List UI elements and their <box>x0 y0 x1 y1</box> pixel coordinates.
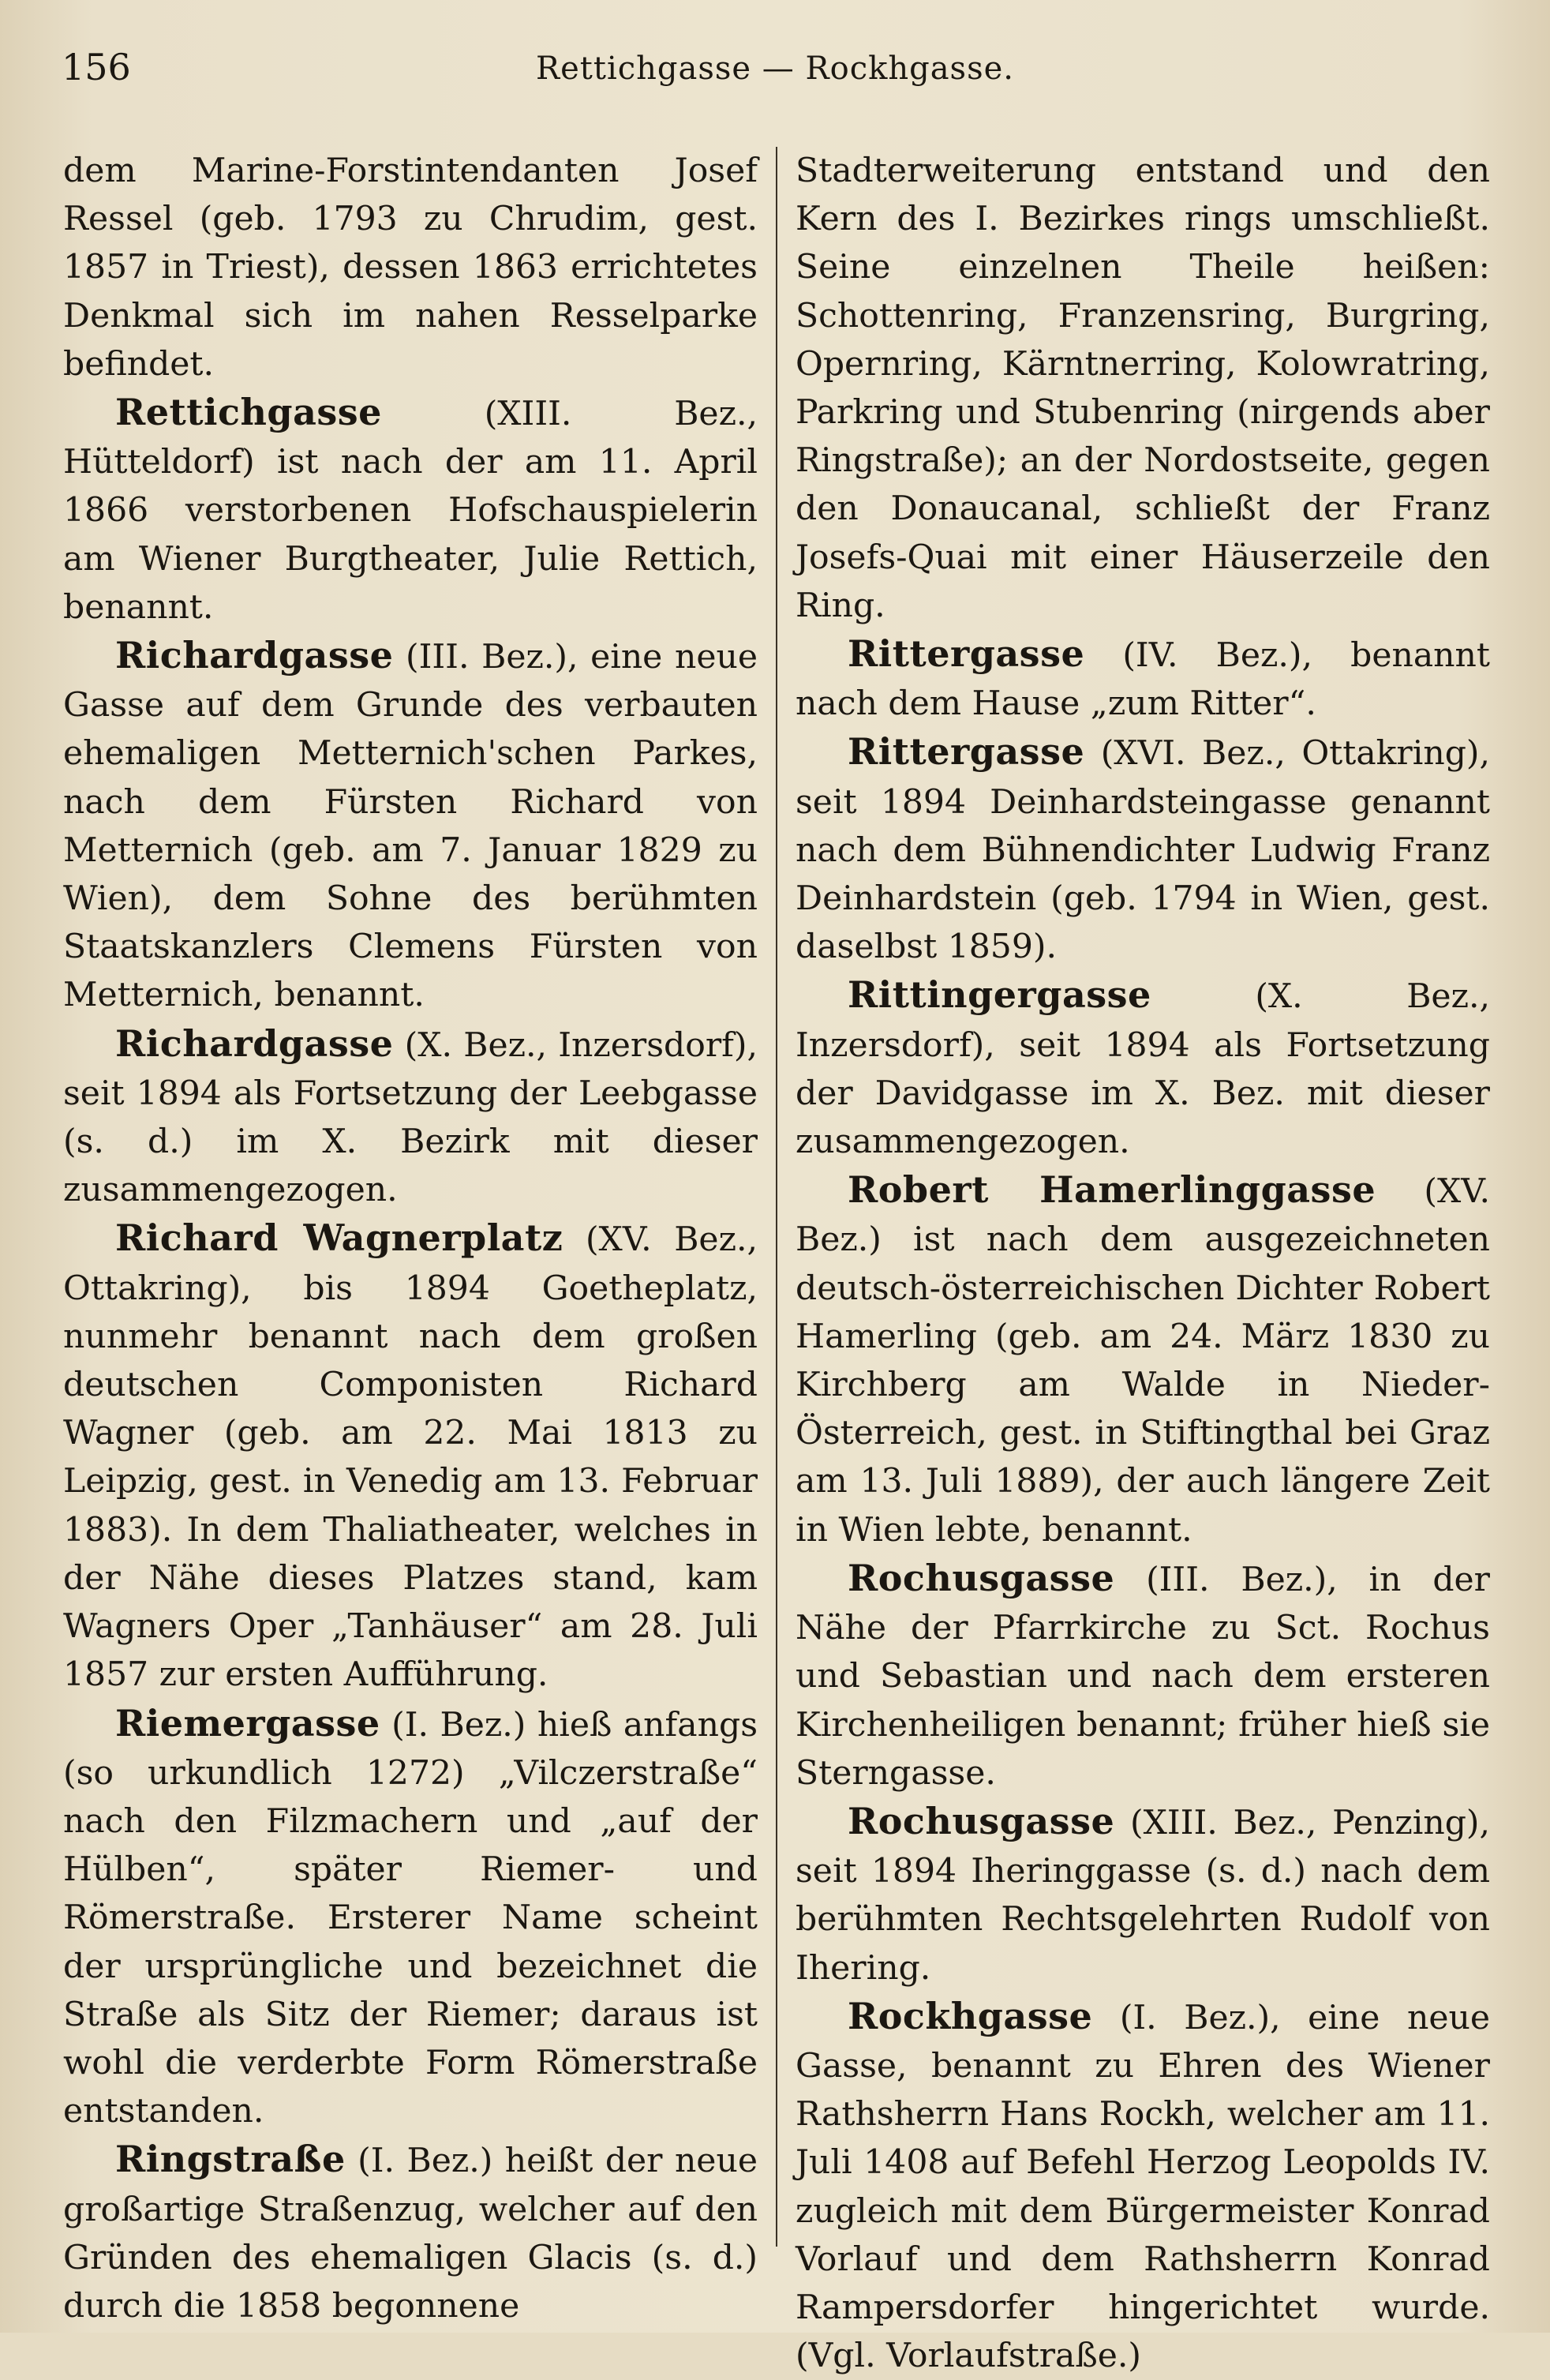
entry-text: (XVI. Bez., Ottakring), seit 1894 Deinhardsteingasse genannt nach dem Bühnendichter Ludwig Franz Deinhardstein (geb. 1794 in Wien, gest. daselbst 1859). <box>796 734 1490 967</box>
entry-text: (XIII. Bez., Penzing), seit 1894 Iheringgasse (s. d.) nach dem berühmten Rechtsgelehrten Rudolf von Ihering. <box>796 1803 1490 1988</box>
entry-text: (XV. Bez., Ottakring), bis 1894 Goetheplatz, nunmehr benannt nach dem großen deutschen Componisten Richard Wagner (geb. am 22. Mai 1813 zu Leipzig, gest. in Venedig am 13. Februar 1883). In dem Thaliatheater, welches in der Nähe dieses Platzes stand, kam Wagners Oper „Tanhäuser“ am 28. Juli 1857 zur ersten Aufführung. <box>63 1220 758 1695</box>
entry-text: (III. Bez.), eine neue Gasse auf dem Grunde des verbauten ehemaligen Metternich'schen Parkes, nach dem Fürsten Richard von Metternich (geb. am 7. Januar 1829 zu Wien), dem Sohne des berühmten Staatskanzlers Clemens Fürsten von Metternich, benannt. <box>63 638 758 1015</box>
entry-heading: Rochusgasse <box>848 1799 1115 1842</box>
entry-text: (I. Bez.) hieß anfangs (so urkundlich 1272) „Vilczerstraße“ nach den Filzmachern und „auf der Hülben“, später Riemer- und Römerstraße. Ersterer Name scheint der ursprüngliche und bezeichnet die Straße als Sitz der Riemer; daraus ist wohl die verderbte Form Römerstraße entstanden. <box>63 1705 758 2131</box>
entry-paragraph <box>63 1020 758 1215</box>
entry-paragraph <box>63 147 758 388</box>
entry-text: (XIII. Bez., Hütteldorf) ist nach der am 11. April 1866 verstorbenen Hofschauspielerin am Wiener Burgtheater, Julie Rettich, benannt. <box>63 395 758 627</box>
column-divider <box>776 147 777 2247</box>
entry-paragraph <box>796 971 1490 1166</box>
entry-text: (I. Bez.) heißt der neue großartige Straßenzug, welcher auf den Gründen des ehemaligen Glacis (s. d.) durch die 1858 begonnene <box>63 2142 758 2326</box>
entry-paragraph <box>63 632 758 1020</box>
entry-text: Stadterweiterung entstand und den Kern des I. Bezirkes rings umschließt. Seine einzelnen Theile heißen: Schottenring, Franzensring, Burgring, Opernring, Kärntnerring, Kolowratring, Parkring und Stubenring (nirgends aber Ringstraße); an der Nordostseite, gegen den Donaucanal, schließt der Franz Josefs-Quai mit einer Häuserzeile den Ring. <box>796 152 1490 625</box>
entry-heading: Richardgasse <box>115 1021 394 1065</box>
entry-heading: Rittergasse <box>848 632 1085 676</box>
page-number: 156 <box>62 46 131 88</box>
right-column <box>796 147 1490 2380</box>
entry-paragraph <box>796 728 1490 971</box>
entry-heading: Richard Wagnerplatz <box>115 1216 563 1260</box>
entry-paragraph <box>63 1214 758 1699</box>
entry-heading: Ringstraße <box>115 2138 346 2181</box>
entry-paragraph <box>63 2135 758 2330</box>
entry-paragraph <box>796 630 1490 728</box>
entry-text: (III. Bez.), in der Nähe der Pfarrkirche zu Sct. Rochus und Sebastian und nach dem ersteren Kirchenheiligen benannt; früher hieß sie Sterngasse. <box>796 1560 1490 1793</box>
entry-heading: Rochusgasse <box>848 1556 1115 1599</box>
entry-paragraph <box>796 1797 1490 1992</box>
entry-heading: Rittergasse <box>848 730 1085 774</box>
entry-paragraph <box>63 388 758 632</box>
entry-heading: Richardgasse <box>115 634 394 677</box>
running-title: Rettichgasse — Rockhgasse. <box>536 51 1014 87</box>
entry-text: (XV. Bez.) ist nach dem ausgezeichneten deutsch-österreichischen Dichter Robert Hamerling (geb. am 24. März 1830 zu Kirchberg am Walde in Nieder-Österreich, gest. in Stiftingthal bei Graz am 13. Juli 1889), der auch längere Zeit in Wien lebte, benannt. <box>796 1172 1490 1550</box>
entry-paragraph <box>796 1166 1490 1554</box>
entry-heading: Rettichgasse <box>115 391 382 434</box>
entry-text: (IV. Bez.), benannt nach dem Hause „zum Ritter“. <box>796 636 1490 724</box>
entry-text: (X. Bez., Inzersdorf), seit 1894 als Fortsetzung der Leebgasse (s. d.) im X. Bezirk mit dieser zusammengezogen. <box>63 1025 758 1210</box>
left-column <box>63 147 758 2330</box>
entry-heading: Rittingergasse <box>848 973 1151 1017</box>
entry-heading: Robert Hamerlinggasse <box>848 1168 1376 1212</box>
entry-text: dem Marine-Forstintendanten Josef Ressel (geb. 1793 zu Chrudim, gest. 1857 in Triest), dessen 1863 errichtetes Denkmal sich im nahen Resselparke befindet. <box>63 152 758 384</box>
entry-heading: Rockhgasse <box>848 1994 1093 2037</box>
text-columns <box>63 147 1490 2376</box>
entry-paragraph <box>63 1700 758 2136</box>
entry-heading: Riemergasse <box>115 1701 380 1745</box>
entry-paragraph <box>796 147 1490 630</box>
entry-text: (X. Bez., Inzersdorf), seit 1894 als Fortsetzung der Davidgasse im X. Bez. mit dieser zusammengezogen. <box>796 977 1490 1162</box>
entry-paragraph <box>796 1992 1490 2380</box>
entry-text: (I. Bez.), eine neue Gasse, benannt zu Ehren des Wiener Rathsherrn Hans Rockh, welcher am 11. Juli 1408 auf Befehl Herzog Leopolds IV. zugleich mit dem Bürgermeister Konrad Vorlauf und dem Rathsherrn Konrad Rampersdorfer hingerichtet wurde. (Vgl. Vorlaufstraße.) <box>796 1998 1490 2376</box>
entry-paragraph <box>796 1554 1490 1797</box>
page-header <box>62 46 1488 93</box>
